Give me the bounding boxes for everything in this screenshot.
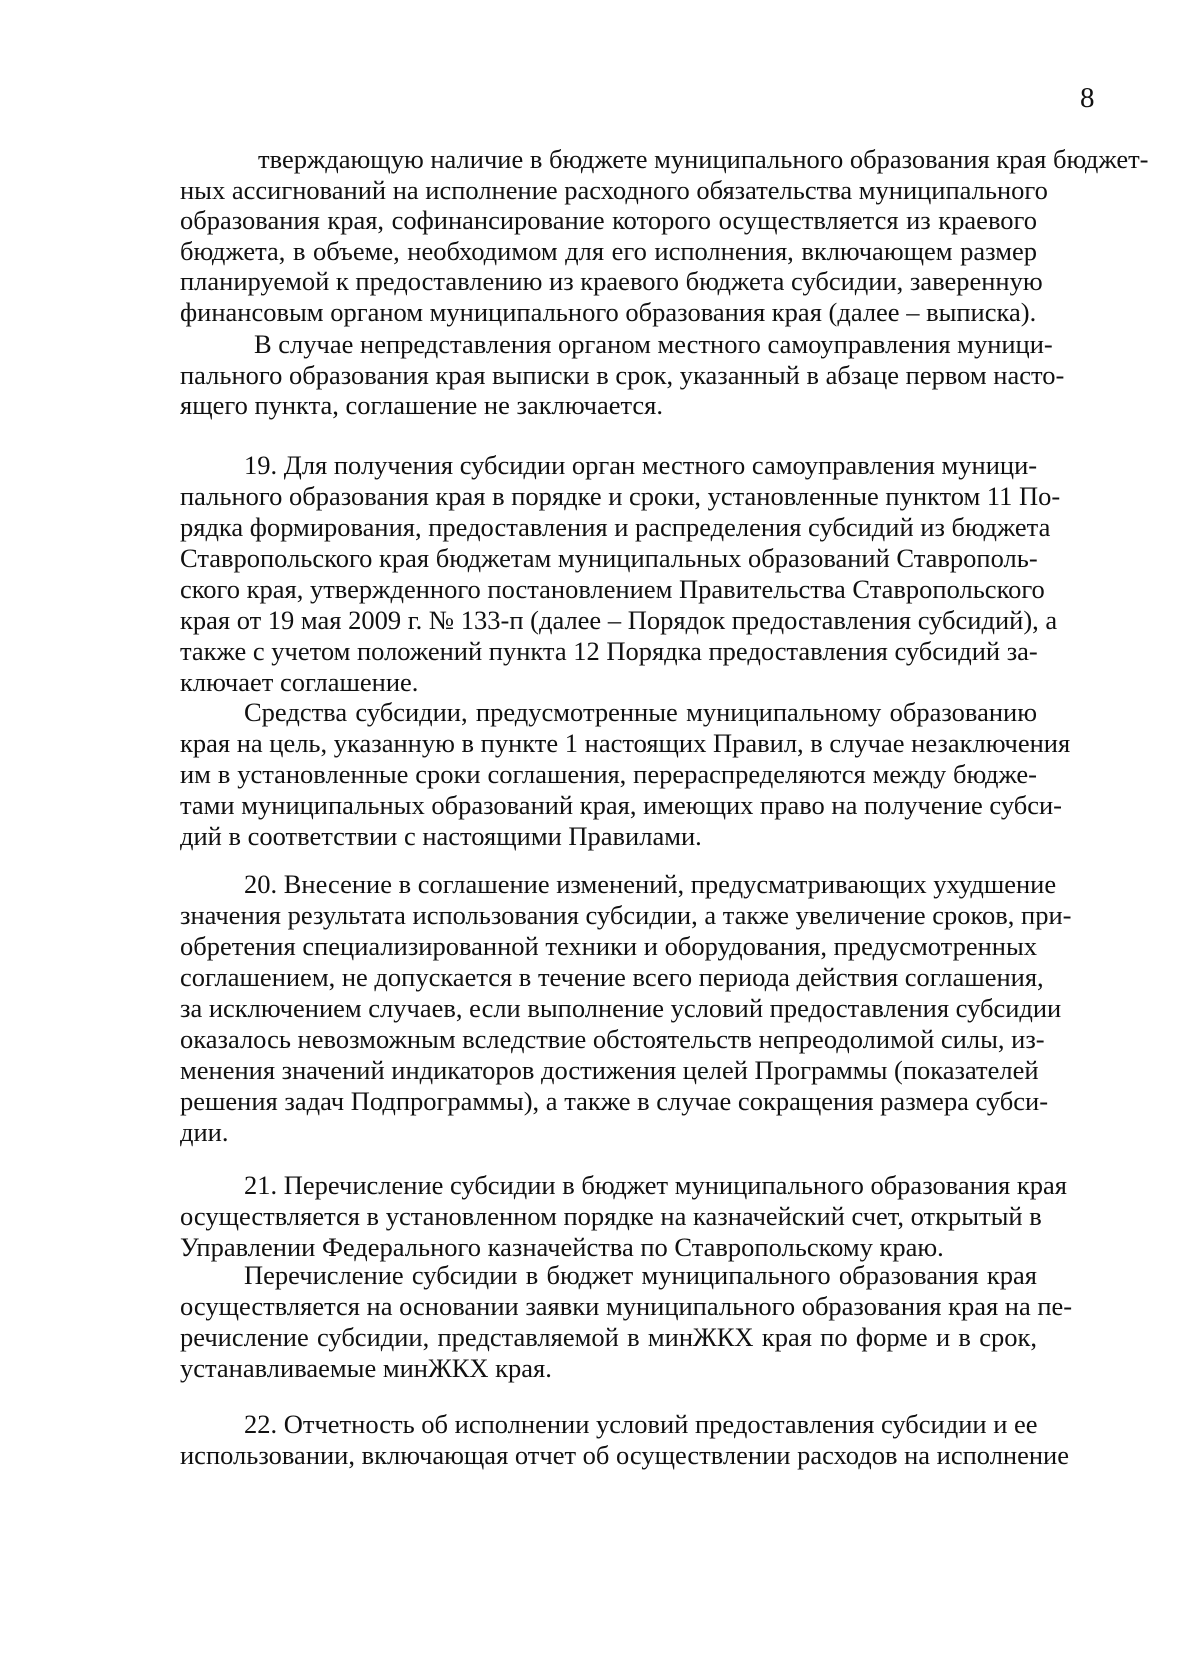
text-line: ключает соглашение. — [180, 667, 419, 697]
text-line: 19. Для получения субсидии орган местного самоуправления муници- — [244, 450, 1038, 480]
text-line: оказалось невозможным вследствие обстоятельств непреодолимой силы, из- — [180, 1024, 1045, 1054]
text-line: устанавливаемые минЖКХ края. — [180, 1353, 552, 1383]
text-line: ных ассигнований на исполнение расходного обязательства муниципального — [180, 174, 1048, 205]
text-line: 21. Перечисление субсидии в бюджет муниципального образования края — [244, 1170, 1067, 1200]
text-line: соглашением, не допускается в течение всего периода действия соглашения, — [180, 962, 1044, 992]
text-line: бюджета, в объеме, необходимом для его исполнения, включающем размер — [180, 235, 1037, 266]
text-line: пального образования края выписки в срок, указанный в абзаце первом насто- — [180, 359, 1065, 390]
text-line: тами муниципальных образований края, имеющих право на получение субси- — [180, 790, 1062, 820]
text-line: обретения специализированной техники и оборудования, предусмотренных — [180, 931, 1037, 961]
text-line: за исключением случаев, если выполнение условий предоставления субсидии — [180, 993, 1062, 1023]
text-line: дии. — [180, 1117, 229, 1147]
text-line: финансовым органом муниципального образования края (далее – выписка). — [180, 297, 1037, 327]
text-line: им в установленные сроки соглашения, перераспределяются между бюдже- — [180, 759, 1037, 789]
text-line: также с учетом положений пункта 12 Порядка предоставления субсидий за- — [180, 636, 1038, 666]
text-line: 22. Отчетность об исполнении условий предоставления субсидии и ее — [244, 1409, 1038, 1439]
text-line: дий в соответствии с настоящими Правилами. — [180, 821, 702, 851]
text-line: Перечисление субсидии в бюджет муниципального образования края — [244, 1260, 1037, 1290]
text-line: образования края, софинансирование которого осуществляется из краевого — [180, 205, 1037, 236]
text-line: осуществляется в установленном порядке на казначейский счет, открытый в — [180, 1201, 1042, 1231]
text-line: В случае непредставления органом местного самоуправления муници- — [254, 329, 1053, 359]
text-line: решения задач Подпрограммы), а также в случае сокращения размера субси- — [180, 1086, 1049, 1116]
text-line: значения результата использования субсидии, а также увеличение сроков, при- — [180, 900, 1072, 930]
text-line: Ставропольского края бюджетам муниципальных образований Ставрополь- — [180, 543, 1038, 573]
text-line: Средства субсидии, предусмотренные муниципальному образованию — [244, 697, 1037, 727]
text-line: ящего пункта, соглашение не заключается. — [180, 390, 663, 421]
text-line: планируемой к предоставлению из краевого бюджета субсидии, заверенную — [180, 266, 1043, 297]
text-line: тверждающую наличие в бюджете муниципального образования края бюджет- — [258, 144, 1149, 174]
text-line: рядка формирования, предоставления и распределения субсидий из бюджета — [180, 512, 1051, 542]
page-number: 8 — [1080, 82, 1095, 114]
text-line: использовании, включающая отчет об осуществлении расходов на исполнение — [180, 1440, 1069, 1470]
text-line: речисление субсидии, представляемой в минЖКХ края по форме и в срок, — [180, 1322, 1037, 1352]
text-line: края на цель, указанную в пункте 1 настоящих Правил, в случае незаключения — [180, 728, 1071, 758]
text-line: Управлении Федерального казначейства по Ставропольскому краю. — [180, 1232, 944, 1262]
text-line: ского края, утвержденного постановлением Правительства Ставропольского — [180, 574, 1045, 604]
text-line: 20. Внесение в соглашение изменений, предусматривающих ухудшение — [244, 869, 1057, 899]
text-line: пального образования края в порядке и сроки, установленные пунктом 11 По- — [180, 481, 1061, 511]
text-line: осуществляется на основании заявки муниципального образования края на пе- — [180, 1291, 1073, 1321]
text-line: менения значений индикаторов достижения целей Программы (показателей — [180, 1055, 1039, 1085]
text-line: края от 19 мая 2009 г. № 133-п (далее – Порядок предоставления субсидий), а — [180, 605, 1058, 635]
